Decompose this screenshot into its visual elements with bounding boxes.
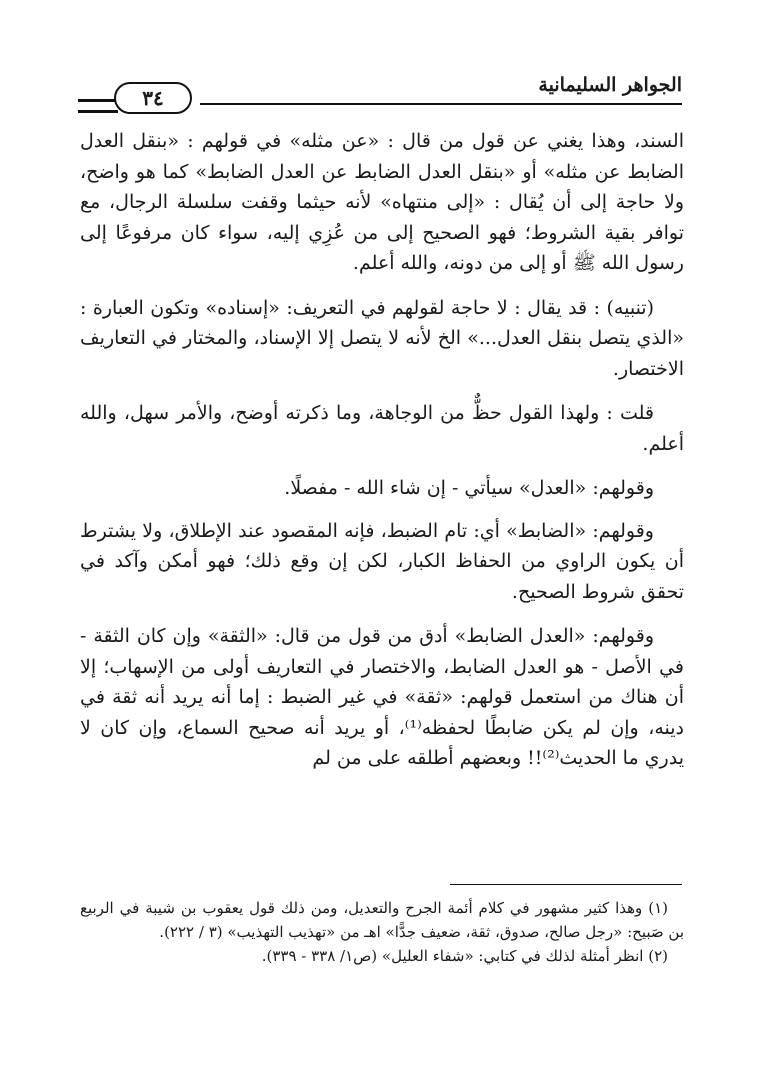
page-number: ٣٤ <box>114 82 192 114</box>
footnote-1: (١) وهذا كثير مشهور في كلام أئمة الجرح والتعديل، ومن ذلك قول يعقوب بن شيبة في الربيع بن صَبيح: «رجل صالح، صدوق، ثقة، ضعيف جدًّا» اهـ من «تهذيب التهذيب» (٣ / ٢٢٢). <box>80 899 684 941</box>
paragraph-5: وقولهم: «الضابط» أي: تام الضبط، فإنه المقصود عند الإطلاق، ولا يشترط أن يكون الراوي من الحفاظ الكبار، لكن إن وقع ذلك؛ فهو أمكن وآكد في تحقق شروط الصحيح. <box>80 519 684 603</box>
paragraph-1: السند، وهذا يغني عن قول من قال : «عن مثله» في قولهم : «بنقل العدل الضابط عن مثله» أو «بنقل العدل الضابط عن العدل الضابط» كما هو واضح، ولا حاجة إلى أن يُقال : «إلى منتهاه» لأنه حيثما وقفت سلسلة الرجال، مع توافر بقية الشروط؛ فهو الصحيح إلى من عُزِي إليه، سواء كان مرفوعًا إلى رسول الله ﷺ أو إلى من دونه، والله أعلم. <box>80 130 684 274</box>
footnotes <box>80 896 684 968</box>
book-title: الجواهر السليمانية <box>538 74 682 96</box>
footnote-2: (٢) انظر أمثلة لذلك في كتابي: «شفاء العليل» (ص١/ ٣٣٨ - ٣٣٩). <box>261 947 668 965</box>
footnote-separator <box>450 884 682 885</box>
page-number-ornament <box>78 82 194 118</box>
page-header <box>78 72 682 112</box>
paragraph-3: قلت : ولهذا القول حظٌّ من الوجاهة، وما ذكرته أوضح، والأمر سهل، والله أعلم. <box>80 402 684 455</box>
paragraph-4: وقولهم: «العدل» سيأتي - إن شاء الله - مفصلًا. <box>284 477 654 499</box>
main-text <box>80 126 684 788</box>
paragraph-6: وقولهم: «العدل الضابط» أدق من قول من قال: «الثقة» وإن كان الثقة - في الأصل - هو العدل الضابط، والاختصار في التعاريف أولى من الإسهاب؛ إلا أن هناك من استعمل قولهم: «ثقة» في غير الضبط : إما أنه يريد أنه ثقة في دينه، وإن لم يكن ضابطًا لحفظه⁽¹⁾، أو يريد أنه صحيح السماع، وإن كان لا يدري ما الحديث⁽²⁾!! وبعضهم أطلقه على من لم <box>80 625 685 769</box>
paragraph-2: (تنبيه) : قد يقال : لا حاجة لقولهم في التعريف: «إسناده» وتكون العبارة : «الذي يتصل بنقل العدل...» الخ لأنه لا يتصل إلا الإسناد، والمختار في التعاريف الاختصار. <box>80 296 684 380</box>
header-rule <box>200 103 682 105</box>
page-number-bars <box>78 99 118 113</box>
